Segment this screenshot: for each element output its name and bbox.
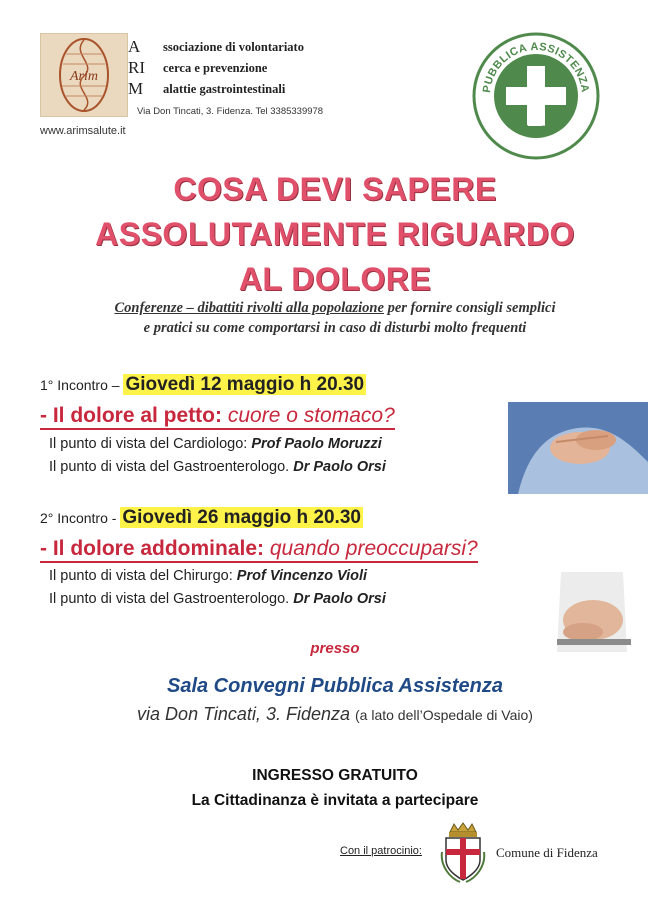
venue-address bbox=[0, 704, 670, 725]
assoc-line: ssociazione di volontariato bbox=[163, 40, 304, 54]
subtitle bbox=[30, 298, 640, 338]
speaker-line bbox=[49, 436, 382, 452]
incontro-date: Giovedì 26 maggio h 20.30 bbox=[122, 507, 361, 528]
invitation: La Cittadinanza è invitata a partecipare bbox=[191, 792, 479, 809]
pubblica-assistenza-logo bbox=[470, 30, 602, 162]
acronym-letters bbox=[128, 36, 145, 99]
association-description bbox=[163, 37, 304, 100]
speaker-name: Dr Paolo Orsi bbox=[293, 591, 386, 607]
pa-logo-bottom-text: FIDENZA bbox=[509, 117, 563, 138]
assoc-line: cerca e prevenzione bbox=[163, 61, 268, 75]
speaker-name: Prof Vincenzo Violi bbox=[236, 568, 368, 584]
topic-prefix: - Il dolore al petto: bbox=[40, 404, 228, 427]
incontro-1-heading bbox=[40, 374, 366, 396]
arim-logo-text: Arim bbox=[70, 69, 98, 84]
website-link[interactable]: www.arimsalute.it bbox=[40, 125, 126, 137]
arim-logo bbox=[40, 33, 128, 117]
subtitle-underlined: Conferenze – dibattiti rivolti alla popolazione bbox=[114, 300, 384, 316]
topic-prefix: - Il dolore addominale: bbox=[40, 537, 270, 560]
speaker-name: Dr Paolo Orsi bbox=[293, 459, 386, 475]
speaker-role: Il punto di vista del Gastroenterologo. bbox=[49, 591, 294, 607]
incontro-date: Giovedì 12 maggio h 20.30 bbox=[125, 374, 365, 395]
speaker-line bbox=[49, 568, 367, 584]
title-line: COSA DEVI SAPERE bbox=[173, 171, 497, 207]
incontro-2-heading bbox=[40, 507, 363, 529]
speaker-role: Il punto di vista del Chirurgo: bbox=[49, 568, 237, 584]
speaker-role: Il punto di vista del Gastroenterologo. bbox=[49, 459, 294, 475]
patronage-label: Con il patrocinio: bbox=[340, 845, 422, 857]
topic-italic: quando preoccuparsi? bbox=[269, 537, 478, 560]
free-entry: INGRESSO GRATUITO bbox=[252, 767, 418, 784]
incontro-1-topic bbox=[40, 404, 395, 428]
speaker-name: Prof Paolo Moruzzi bbox=[251, 436, 382, 452]
assoc-line: alattie gastrointestinali bbox=[163, 82, 286, 96]
speaker-line bbox=[49, 591, 386, 607]
topic-italic: cuore o stomaco? bbox=[227, 404, 395, 427]
comune-name: Comune di Fidenza bbox=[496, 845, 598, 860]
incontro-2-topic bbox=[40, 537, 478, 561]
main-title bbox=[0, 167, 670, 302]
speaker-line bbox=[49, 459, 386, 475]
acronym-letter: A bbox=[128, 37, 141, 56]
venue-note: (a lato dell’Ospedale di Vaio) bbox=[355, 707, 533, 723]
incontro-label: 2° Incontro - bbox=[40, 510, 121, 526]
subtitle-line2: e pratici su come comportarsi in caso di disturbi molto frequenti bbox=[143, 320, 527, 336]
venue-name: Sala Convegni Pubblica Assistenza bbox=[166, 675, 504, 697]
speaker-role: Il punto di vista del Cardiologo: bbox=[49, 436, 252, 452]
title-line: AL DOLORE bbox=[238, 261, 432, 297]
fidenza-coat-of-arms bbox=[440, 822, 486, 884]
association-address: Via Don Tincati, 3. Fidenza. Tel 3385339978 bbox=[137, 106, 324, 117]
chest-pain-photo bbox=[508, 402, 648, 494]
pa-logo-top-text: PUBBLICA ASSISTENZA bbox=[481, 40, 591, 94]
incontro-label: 1° Incontro – bbox=[40, 377, 124, 393]
acronym-letter: M bbox=[128, 79, 144, 98]
title-line: ASSOLUTAMENTE RIGUARDO bbox=[95, 216, 575, 252]
venue-street: via Don Tincati, 3. Fidenza bbox=[137, 704, 355, 724]
acronym-letter: RI bbox=[128, 58, 145, 77]
subtitle-rest: per fornire consigli semplici bbox=[383, 300, 556, 316]
presso-label: presso bbox=[310, 640, 360, 657]
